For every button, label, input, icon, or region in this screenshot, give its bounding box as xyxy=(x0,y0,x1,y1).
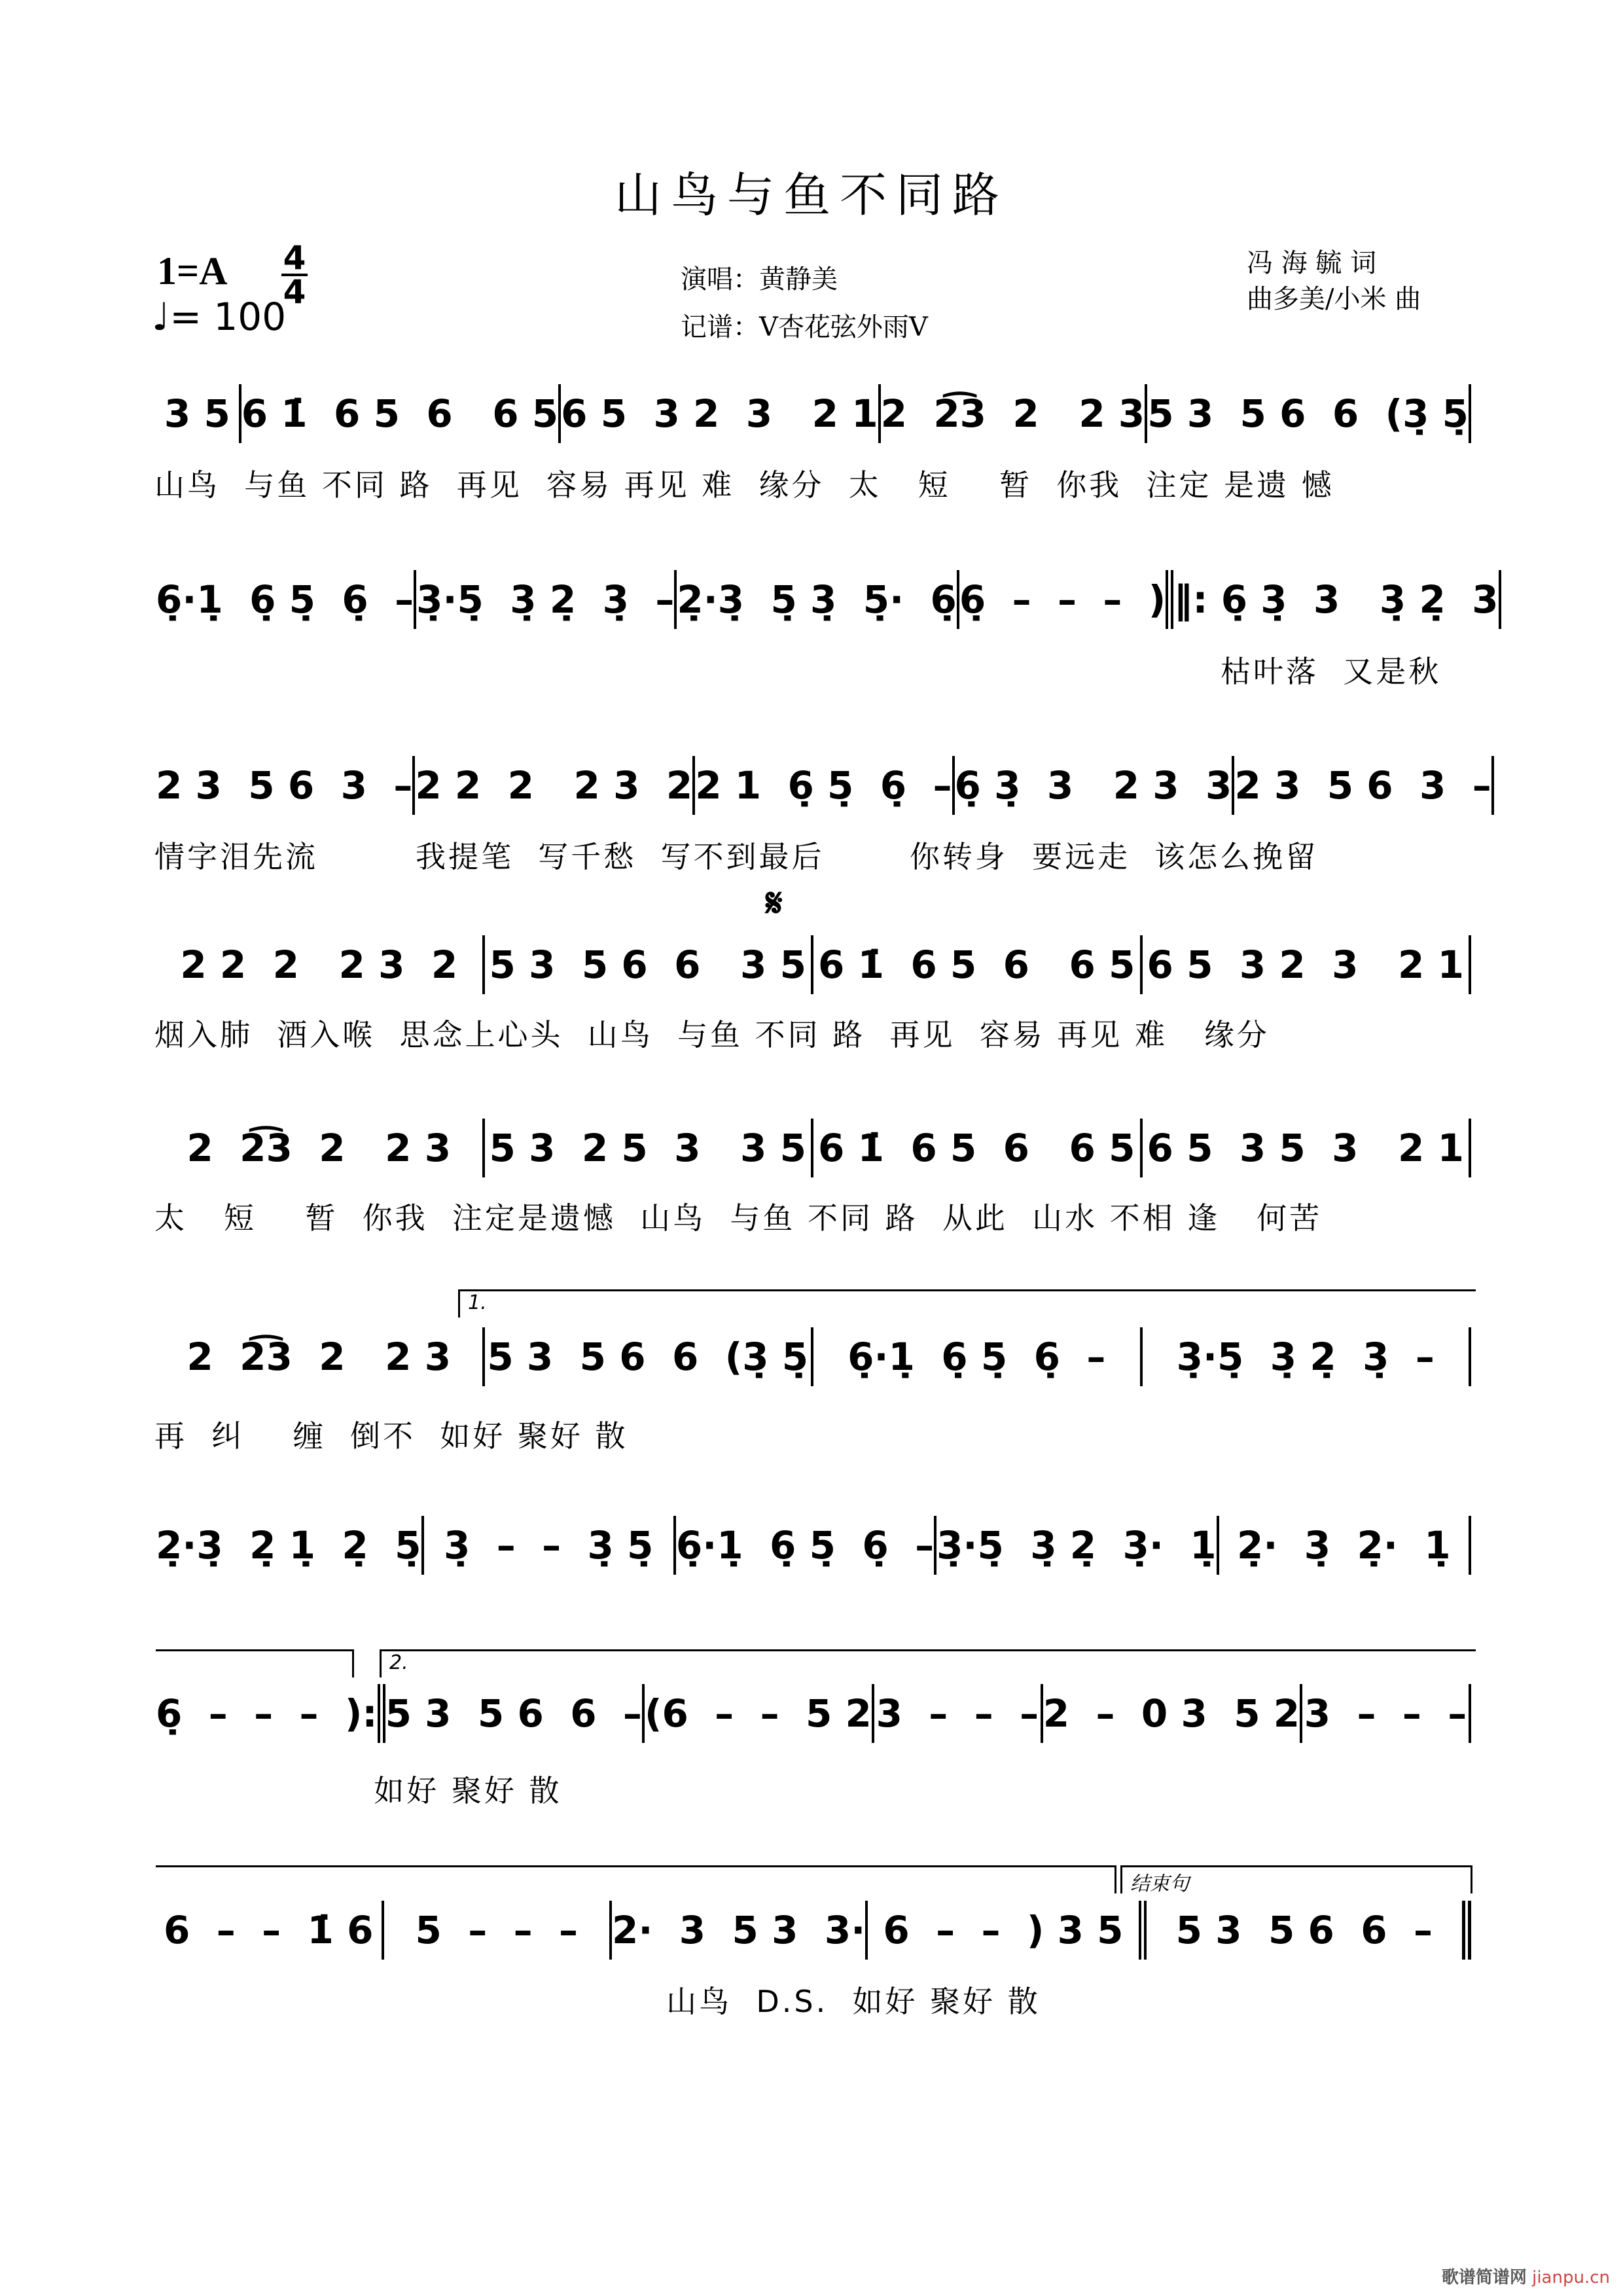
measure: 5 3 5 6 6 – xyxy=(385,1684,645,1743)
song-title: 山鸟与鱼不同路 xyxy=(614,168,1008,223)
measure: 3̣·5̣ 3̣ 2̣ 3̣ – xyxy=(416,570,677,629)
measure: 2 2͡3 2 2 3 xyxy=(881,384,1148,443)
measure: 2 2͡3 2 2 3 xyxy=(156,1119,485,1177)
measure: 6 5 3 5 3 2 1 xyxy=(1143,1119,1472,1177)
segno-sign: 𝄋 xyxy=(766,880,783,926)
measure: (6 – – 5 2 xyxy=(645,1684,874,1743)
time-sig-top: 4 xyxy=(283,239,306,277)
time-sig-bottom: 4 xyxy=(283,273,306,311)
watermark-cn: 歌谱简谱网 xyxy=(1441,2268,1527,2287)
lyrics-line: 烟入肺 酒入喉 思念上心头 山鸟 与鱼 不同 路 再见 容易 再见 难 缘分 xyxy=(154,1017,1270,1052)
watermark-en: jianpu.cn xyxy=(1532,2268,1610,2287)
measure: 2̣·3̣ 2̣ 1̣ 2̣ 5̣ xyxy=(156,1516,424,1575)
measure: 3̣·5̣ 3̣ 2̣ 3̣· 1̣ xyxy=(936,1516,1219,1575)
measure: 6 1̇ 6 5 6 6 5 xyxy=(241,384,561,443)
measure: 6 1̇ 6 5 6 6 5 xyxy=(813,935,1143,994)
measure: 6 5 3 2 3 2 1 xyxy=(1143,935,1472,994)
measure: 3̣·5̣ 3̣ 2̣ 3̣ – xyxy=(1143,1327,1472,1386)
measure: 6 – – 1̇ 6 xyxy=(156,1901,384,1960)
measure: 5 3 5 6 6 (3̣ 5̣ xyxy=(1147,384,1471,443)
measure: 3 – – – xyxy=(874,1684,1043,1743)
volta-2-continuation xyxy=(156,1865,1116,1893)
transcriber-credit: 记谱：V杏花弦外雨V xyxy=(681,312,928,342)
lyricist-credit: 冯 海 毓 词 xyxy=(1247,248,1377,278)
lyrics-line: 枯叶落 又是秋 xyxy=(1221,654,1442,689)
lyrics-line: 再 纠 缠 倒不 如好 聚好 散 xyxy=(154,1418,628,1454)
volta-1-continuation xyxy=(156,1649,354,1677)
measure: 2̣·3̣ 5̣ 3̣ 5̣· 6̣ xyxy=(677,570,959,629)
measure: 3 – – – xyxy=(1302,1684,1471,1743)
measure: 6̣·1̣ 6̣ 5̣ 6̣ – xyxy=(813,1327,1143,1386)
measure: 2 1 6̣ 5̣ 6̣ – xyxy=(695,756,954,815)
measure: 2̣· 3̣ 2̣· 1̣ xyxy=(1219,1516,1471,1575)
composer-credit: 曲多美/小米 曲 xyxy=(1247,284,1421,314)
lyrics-line: 情字泪先流 我提笔 写千愁 写不到最后 你转身 要远走 该怎么挽留 xyxy=(154,839,1319,874)
measure: 5 3 2 5 3 3 5 xyxy=(485,1119,814,1177)
score-system-8 xyxy=(156,1684,1471,1743)
measure: 2· 3 5 3 3· xyxy=(612,1901,868,1960)
measure: 3̣ – – 3̣ 5̣ xyxy=(424,1516,676,1575)
score-system-5 xyxy=(156,1119,1471,1177)
measure: 6 – – ) 3 5 xyxy=(868,1901,1146,1960)
score-system-3 xyxy=(156,756,1491,815)
measure: 2 2͡3 2 2 3 xyxy=(156,1327,485,1386)
measure: 6̣ – – – ) xyxy=(959,570,1173,629)
key-signature: 1=A xyxy=(157,249,228,293)
measure: 2 – 0 3 5 2 xyxy=(1043,1684,1302,1743)
measure: 6̣ 3̣ 3 2 3 3 xyxy=(955,756,1235,815)
score-system-2 xyxy=(156,570,1499,629)
lyrics-line: 如好 聚好 散 xyxy=(154,1773,562,1808)
score-system-1 xyxy=(156,384,1471,443)
measure: 2 3 5 6 3 – xyxy=(1234,756,1493,815)
score-system-9 xyxy=(156,1901,1471,1960)
score-system-4 xyxy=(156,935,1471,994)
measure: 6 5 3 2 3 2 1 xyxy=(561,384,880,443)
volta-1-bracket: 1. xyxy=(458,1289,1476,1318)
score-system-6 xyxy=(156,1327,1471,1386)
measure: 5 – – – xyxy=(384,1901,613,1960)
lyrics-line: 山鸟 D.S. 如好 聚好 散 xyxy=(154,1984,1041,2019)
measure: 3 5 xyxy=(156,384,241,443)
measure: 6̣·1̣ 6̣ 5̣ 6̣ – xyxy=(156,570,416,629)
measure: 5 3 5 6 6 (3̣ 5̣ xyxy=(485,1327,814,1386)
measure: 2 2 2 2 3 2 xyxy=(156,935,485,994)
watermark xyxy=(1442,2264,1610,2288)
measure: 5 3 5 6 6 3 5 xyxy=(485,935,814,994)
measure: 5 3 5 6 6 – xyxy=(1147,1901,1471,1960)
measure: 2 3 5 6 3 – xyxy=(156,756,415,815)
singer-credit: 演唱：黄静美 xyxy=(681,264,838,295)
measure: 6̣ – – – ): xyxy=(156,1684,385,1743)
volta-2-bracket: 2. xyxy=(380,1649,1476,1677)
lyrics-line: 太 短 暂 你我 注定是遗憾 山鸟 与鱼 不同 路 从此 山水 不相 逢 何苦 xyxy=(154,1200,1323,1236)
lyrics-line: 山鸟 与鱼 不同 路 再见 容易 再见 难 缘分 太 短 暂 你我 注定 是遗 憾 xyxy=(154,467,1334,503)
measure: 6 1̇ 6 5 6 6 5 xyxy=(813,1119,1143,1177)
measure: ‖: 6̣ 3̣ 3 3̣ 2̣ 3 xyxy=(1173,570,1501,629)
score-system-7 xyxy=(156,1516,1471,1575)
ending-bracket: 结束句 xyxy=(1120,1865,1472,1893)
measure: 2 2 2 2 3 2 xyxy=(415,756,695,815)
tempo-marking: ♩= 100 xyxy=(152,295,287,339)
measure: 6̣·1̣ 6̣ 5̣ 6̣ – xyxy=(676,1516,936,1575)
